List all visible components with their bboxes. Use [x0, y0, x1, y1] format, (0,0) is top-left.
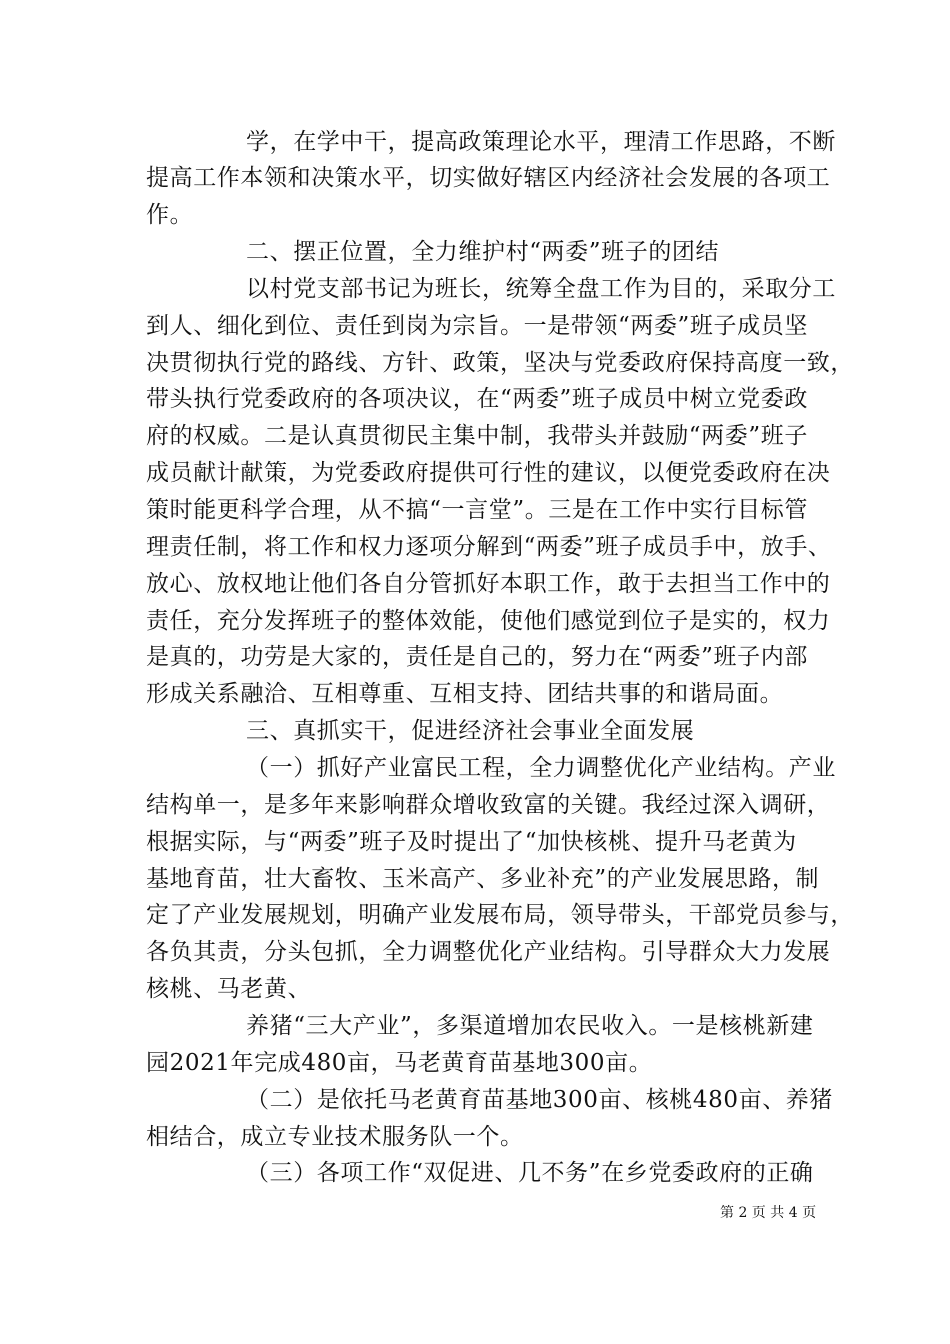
text-line-8: 带头执行党委政府的各项决议，在“两委”班子成员中树立党委政 — [146, 386, 808, 412]
text-line-20: 根据实际，与“两委”班子及时提出了“加快核桃、提升马老黄为 — [146, 829, 797, 855]
section-heading-2: 二、摆正位置，全力维护村“两委”班子的团结 — [246, 239, 720, 265]
text-line-19: 结构单一，是多年来影响群众增收致富的关键。我经过深入调研， — [146, 792, 831, 818]
text-line-25: 养猪“三大产业”，多渠道增加农民收入。一是核桃新建 — [246, 1013, 814, 1039]
text-line-12: 理责任制，将工作和权力逐项分解到“两委”班子成员手中，放手、 — [146, 534, 832, 560]
text-line-27: （二）是依托马老黄育苗基地300亩、核桃480亩、养猪 — [246, 1087, 833, 1113]
text-line-28: 相结合，成立专业技术服务队一个。 — [146, 1124, 524, 1150]
text-line-5: 以村党支部书记为班长，统筹全盘工作为目的，采取分工 — [246, 276, 836, 302]
section-heading-3: 三、真抓实干，促进经济社会事业全面发展 — [246, 718, 695, 744]
text-line-3: 作。 — [146, 202, 194, 228]
text-line-15: 是真的，功劳是大家的，责任是自己的，努力在“两委”班子内部 — [146, 644, 808, 670]
text-line-7: 决贯彻执行党的路线、方针、政策，坚决与党委政府保持高度一致， — [146, 350, 854, 376]
text-line-9: 府的权威。二是认真贯彻民主集中制，我带头并鼓励“两委”班子 — [146, 423, 808, 449]
text-line-2: 提高工作本领和决策水平，切实做好辖区内经济社会发展的各项工 — [146, 165, 831, 191]
text-line-14: 责任，充分发挥班子的整体效能，使他们感觉到位子是实的，权力 — [146, 608, 831, 634]
text-line-29: （三）各项工作“双促进、几不务”在乡党委政府的正确 — [246, 1160, 814, 1186]
text-line-11: 策时能更科学合理，从不搞“一言堂”。三是在工作中实行目标管 — [146, 497, 808, 523]
text-line-16: 形成关系融洽、互相尊重、互相支持、团结共事的和谐局面。 — [146, 681, 784, 707]
text-line-26: 园2021年完成480亩，马老黄育苗基地300亩。 — [146, 1050, 653, 1076]
text-line-10: 成员献计献策，为党委政府提供可行性的建议，以便党委政府在决 — [146, 460, 831, 486]
text-line-24: 核桃、马老黄、 — [146, 976, 312, 1002]
text-line-18: （一）抓好产业富民工程，全力调整优化产业结构。产业 — [246, 755, 836, 781]
page-number: 第 2 页 共 4 页 — [720, 1205, 817, 1221]
text-line-13: 放心、放权地让他们各自分管抓好本职工作，敢于去担当工作中的 — [146, 571, 831, 597]
text-line-22: 定了产业发展规划，明确产业发展布局，领导带头，干部党员参与， — [146, 902, 854, 928]
text-line-23: 各负其责，分头包抓，全力调整优化产业结构。引导群众大力发展 — [146, 939, 831, 965]
text-line-1: 学，在学中干，提高政策理论水平，理清工作思路，不断 — [246, 129, 836, 155]
text-line-21: 基地育苗，壮大畜牧、玉米高产、多业补充”的产业发展思路，制 — [146, 866, 820, 892]
text-line-6: 到人、细化到位、责任到岗为宗旨。一是带领“两委”班子成员坚 — [146, 313, 808, 339]
